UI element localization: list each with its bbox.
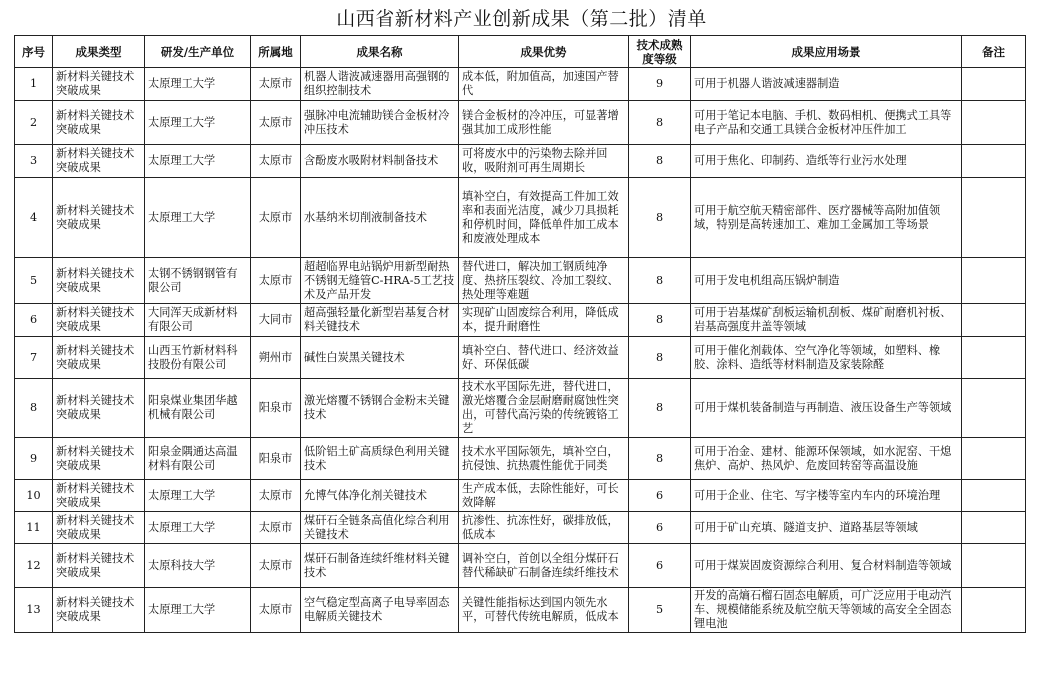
table-row: [15, 480, 1026, 512]
cell-developer: 太原理工大学: [145, 145, 251, 178]
cell-type: 新材料关键技术突破成果: [53, 304, 145, 337]
table-row: [15, 145, 1026, 178]
cell-no: 6: [15, 304, 53, 337]
cell-name: 含酚废水吸附材料制备技术: [301, 145, 459, 178]
cell-remark: [962, 379, 1026, 438]
cell-advantage: 生产成本低，去除性能好，可长效降解: [459, 480, 629, 512]
table-row: [15, 379, 1026, 438]
cell-remark: [962, 258, 1026, 304]
cell-city: 阳泉市: [251, 438, 301, 480]
cell-remark: [962, 544, 1026, 588]
cell-city: 太原市: [251, 512, 301, 544]
cell-developer: 太原理工大学: [145, 588, 251, 633]
cell-type: 新材料关键技术突破成果: [53, 379, 145, 438]
cell-city: 朔州市: [251, 337, 301, 379]
cell-maturity: 8: [629, 101, 691, 145]
cell-name: 允博气体净化剂关键技术: [301, 480, 459, 512]
cell-advantage: 成本低，附加值高，加速国产替代: [459, 68, 629, 101]
header-advantage: 成果优势: [459, 36, 629, 68]
cell-advantage: 替代进口，解决加工钢质纯净度、热挤压裂纹、冷加工裂纹、热处理等难题: [459, 258, 629, 304]
cell-name: 空气稳定型高离子电导率固态电解质关键技术: [301, 588, 459, 633]
cell-scenario: 可用于岩基煤矿刮板运输机刮板、煤矿耐磨机衬板、岩基高强度井盖等领域: [691, 304, 962, 337]
cell-name: 碱性白炭黑关键技术: [301, 337, 459, 379]
cell-maturity: 6: [629, 480, 691, 512]
cell-advantage: 技术水平国际先进，替代进口，激光熔覆合金层耐磨耐腐蚀性突出，可替代高污染的传统镀铬工艺: [459, 379, 629, 438]
cell-city: 太原市: [251, 178, 301, 258]
table-row: [15, 68, 1026, 101]
cell-maturity: 8: [629, 438, 691, 480]
cell-maturity: 9: [629, 68, 691, 101]
cell-city: 太原市: [251, 480, 301, 512]
cell-developer: 阳泉煤业集团华越机械有限公司: [145, 379, 251, 438]
header-maturity: 技术成熟度等级: [629, 36, 691, 68]
cell-remark: [962, 101, 1026, 145]
cell-no: 11: [15, 512, 53, 544]
cell-remark: [962, 68, 1026, 101]
cell-no: 7: [15, 337, 53, 379]
cell-developer: 阳泉金隅通达高温材料有限公司: [145, 438, 251, 480]
cell-remark: [962, 304, 1026, 337]
cell-type: 新材料关键技术突破成果: [53, 101, 145, 145]
table-row: [15, 178, 1026, 258]
header-scenario: 成果应用场景: [691, 36, 962, 68]
cell-remark: [962, 588, 1026, 633]
cell-developer: 太原理工大学: [145, 512, 251, 544]
cell-maturity: 6: [629, 544, 691, 588]
cell-name: 低阶铝土矿高质绿色利用关键技术: [301, 438, 459, 480]
achievement-table: [14, 35, 1026, 633]
cell-type: 新材料关键技术突破成果: [53, 178, 145, 258]
table-body: [15, 68, 1026, 633]
cell-developer: 山西玉竹新材料科技股份有限公司: [145, 337, 251, 379]
cell-city: 太原市: [251, 101, 301, 145]
cell-developer: 太原理工大学: [145, 68, 251, 101]
table-row: [15, 258, 1026, 304]
cell-advantage: 填补空白，有效提高工件加工效率和表面光洁度，减少刀具损耗和停机时间，降低单件加工成本和废液处理成本: [459, 178, 629, 258]
cell-name: 机器人谐波减速器用高强钢的组织控制技术: [301, 68, 459, 101]
cell-scenario: 可用于笔记本电脑、手机、数码相机、便携式工具等电子产品和交通工具镁合金板材冲压件加工: [691, 101, 962, 145]
cell-remark: [962, 438, 1026, 480]
table-row: [15, 512, 1026, 544]
cell-type: 新材料关键技术突破成果: [53, 512, 145, 544]
cell-maturity: 8: [629, 145, 691, 178]
cell-advantage: 调补空白，首创以全组分煤矸石替代稀缺矿石制备连续纤维技术: [459, 544, 629, 588]
cell-no: 13: [15, 588, 53, 633]
cell-type: 新材料关键技术突破成果: [53, 544, 145, 588]
cell-scenario: 可用于催化剂载体、空气净化等领域，如塑料、橡胶、涂料、造纸等材料制造及家装除醛: [691, 337, 962, 379]
header-city: 所属地: [251, 36, 301, 68]
cell-city: 太原市: [251, 68, 301, 101]
cell-advantage: 关键性能指标达到国内领先水平，可替代传统电解质，低成本: [459, 588, 629, 633]
cell-advantage: 填补空白、替代进口、经济效益好、环保低碳: [459, 337, 629, 379]
cell-scenario: 可用于机器人谐波减速器制造: [691, 68, 962, 101]
cell-type: 新材料关键技术突破成果: [53, 145, 145, 178]
cell-no: 4: [15, 178, 53, 258]
cell-scenario: 可用于冶金、建材、能源环保领域，如水泥窑、干熄焦炉、高炉、热风炉、危废回转窑等高温设施: [691, 438, 962, 480]
cell-no: 1: [15, 68, 53, 101]
cell-scenario: 可用于航空航天精密部件、医疗器械等高附加值领域，特别是高转速加工、难加工金属加工等场景: [691, 178, 962, 258]
cell-remark: [962, 512, 1026, 544]
cell-no: 8: [15, 379, 53, 438]
cell-remark: [962, 145, 1026, 178]
cell-remark: [962, 337, 1026, 379]
cell-maturity: 5: [629, 588, 691, 633]
cell-city: 阳泉市: [251, 379, 301, 438]
cell-no: 10: [15, 480, 53, 512]
cell-name: 强脉冲电流辅助镁合金板材冷冲压技术: [301, 101, 459, 145]
cell-type: 新材料关键技术突破成果: [53, 258, 145, 304]
cell-name: 煤矸石制备连续纤维材料关键技术: [301, 544, 459, 588]
cell-developer: 太原理工大学: [145, 480, 251, 512]
cell-developer: 太钢不锈钢钢管有限公司: [145, 258, 251, 304]
header-developer: 研发/生产单位: [145, 36, 251, 68]
table-row: [15, 337, 1026, 379]
cell-scenario: 可用于发电机组高压锅炉制造: [691, 258, 962, 304]
cell-no: 2: [15, 101, 53, 145]
header-no: 序号: [15, 36, 53, 68]
cell-type: 新材料关键技术突破成果: [53, 588, 145, 633]
cell-advantage: 技术水平国际领先，填补空白，抗侵蚀、抗热震性能优于同类: [459, 438, 629, 480]
cell-maturity: 8: [629, 258, 691, 304]
table-row: [15, 544, 1026, 588]
cell-type: 新材料关键技术突破成果: [53, 480, 145, 512]
cell-type: 新材料关键技术突破成果: [53, 337, 145, 379]
header-name: 成果名称: [301, 36, 459, 68]
cell-advantage: 抗渗性、抗冻性好，碳排放低，低成本: [459, 512, 629, 544]
cell-scenario: 可用于矿山充填、隧道支护、道路基层等领域: [691, 512, 962, 544]
table-row: [15, 304, 1026, 337]
cell-city: 太原市: [251, 544, 301, 588]
header-row: [15, 36, 1026, 68]
cell-developer: 大同浑天成新材料有限公司: [145, 304, 251, 337]
cell-developer: 太原科技大学: [145, 544, 251, 588]
cell-maturity: 8: [629, 304, 691, 337]
table-row: [15, 588, 1026, 633]
cell-developer: 太原理工大学: [145, 178, 251, 258]
cell-no: 3: [15, 145, 53, 178]
header-remark: 备注: [962, 36, 1026, 68]
cell-city: 太原市: [251, 588, 301, 633]
document-title: 山西省新材料产业创新成果（第二批）清单: [336, 8, 707, 30]
cell-type: 新材料关键技术突破成果: [53, 438, 145, 480]
cell-remark: [962, 480, 1026, 512]
cell-name: 超高强轻量化新型岩基复合材料关键技术: [301, 304, 459, 337]
cell-developer: 太原理工大学: [145, 101, 251, 145]
cell-city: 太原市: [251, 145, 301, 178]
cell-scenario: 可用于煤炭固废资源综合利用、复合材料制造等领域: [691, 544, 962, 588]
cell-maturity: 8: [629, 379, 691, 438]
cell-scenario: 可用于煤机装备制造与再制造、液压设备生产等领域: [691, 379, 962, 438]
cell-name: 煤矸石全链条高值化综合利用关键技术: [301, 512, 459, 544]
cell-city: 大同市: [251, 304, 301, 337]
table-row: [15, 101, 1026, 145]
table-row: [15, 438, 1026, 480]
cell-name: 激光熔覆不锈钢合金粉末关键技术: [301, 379, 459, 438]
cell-maturity: 8: [629, 337, 691, 379]
cell-city: 太原市: [251, 258, 301, 304]
cell-scenario: 可用于企业、住宅、写字楼等室内车内的环境治理: [691, 480, 962, 512]
cell-scenario: 开发的高熵石榴石固态电解质，可广泛应用于电动汽车、规模储能系统及航空航天等领域的高安全全固态锂电池: [691, 588, 962, 633]
cell-type: 新材料关键技术突破成果: [53, 68, 145, 101]
cell-advantage: 实现矿山固废综合利用，降低成本，提升耐磨性: [459, 304, 629, 337]
header-type: 成果类型: [53, 36, 145, 68]
cell-maturity: 8: [629, 178, 691, 258]
cell-maturity: 6: [629, 512, 691, 544]
cell-name: 水基纳米切削液制备技术: [301, 178, 459, 258]
cell-name: 超超临界电站锅炉用新型耐热不锈钢无缝管C-HRA-5工艺技术及产品开发: [301, 258, 459, 304]
cell-scenario: 可用于焦化、印制药、造纸等行业污水处理: [691, 145, 962, 178]
cell-advantage: 可将废水中的污染物去除并回收，吸附剂可再生周期长: [459, 145, 629, 178]
cell-remark: [962, 178, 1026, 258]
cell-no: 5: [15, 258, 53, 304]
cell-no: 12: [15, 544, 53, 588]
cell-advantage: 镁合金板材的冷冲压，可显著增强其加工成形性能: [459, 101, 629, 145]
cell-no: 9: [15, 438, 53, 480]
